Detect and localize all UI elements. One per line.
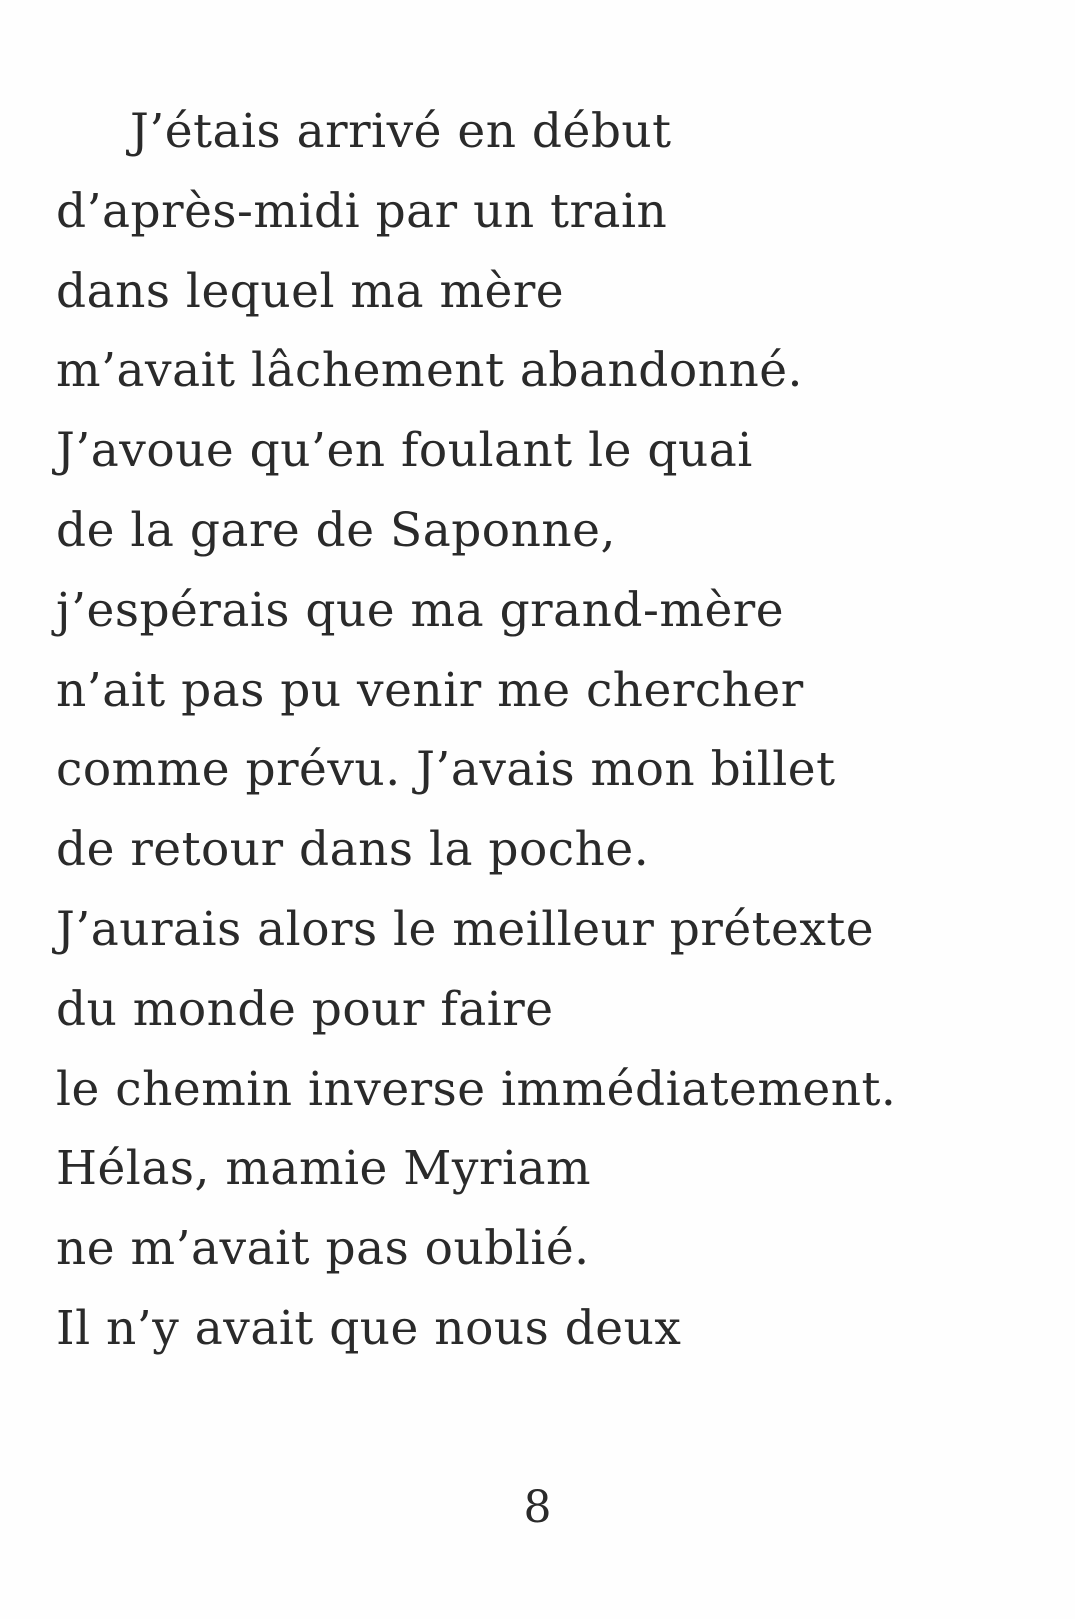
text-line: comme prévu. J’avais mon billet [56,742,836,798]
text-line: du monde pour faire [56,981,554,1037]
text-line: J’avoue qu’en foulant le quai [56,423,753,479]
text-line: J’aurais alors le meilleur prétexte [56,901,875,957]
page-number: 8 [523,1482,552,1533]
text-line: le chemin inverse immédiatement. [56,1061,897,1117]
text-line: de retour dans la poche. [56,822,650,878]
body-text [56,92,1036,1369]
text-line: n’ait pas pu venir me chercher [56,662,804,718]
text-line: j’espérais que ma grand-mère [56,582,785,638]
text-line: dans lequel ma mère [56,263,565,319]
text-line: d’après-midi par un train [56,183,668,239]
text-line: Hélas, mamie Myriam [56,1141,592,1197]
text-line: de la gare de Saponne, [56,502,616,558]
text-line: Il n’y avait que nous deux [56,1300,682,1356]
text-line: J’étais arrivé en début [130,104,672,159]
text-line: m’avait lâchement abandonné. [56,343,803,399]
text-line: ne m’avait pas oublié. [56,1221,590,1277]
